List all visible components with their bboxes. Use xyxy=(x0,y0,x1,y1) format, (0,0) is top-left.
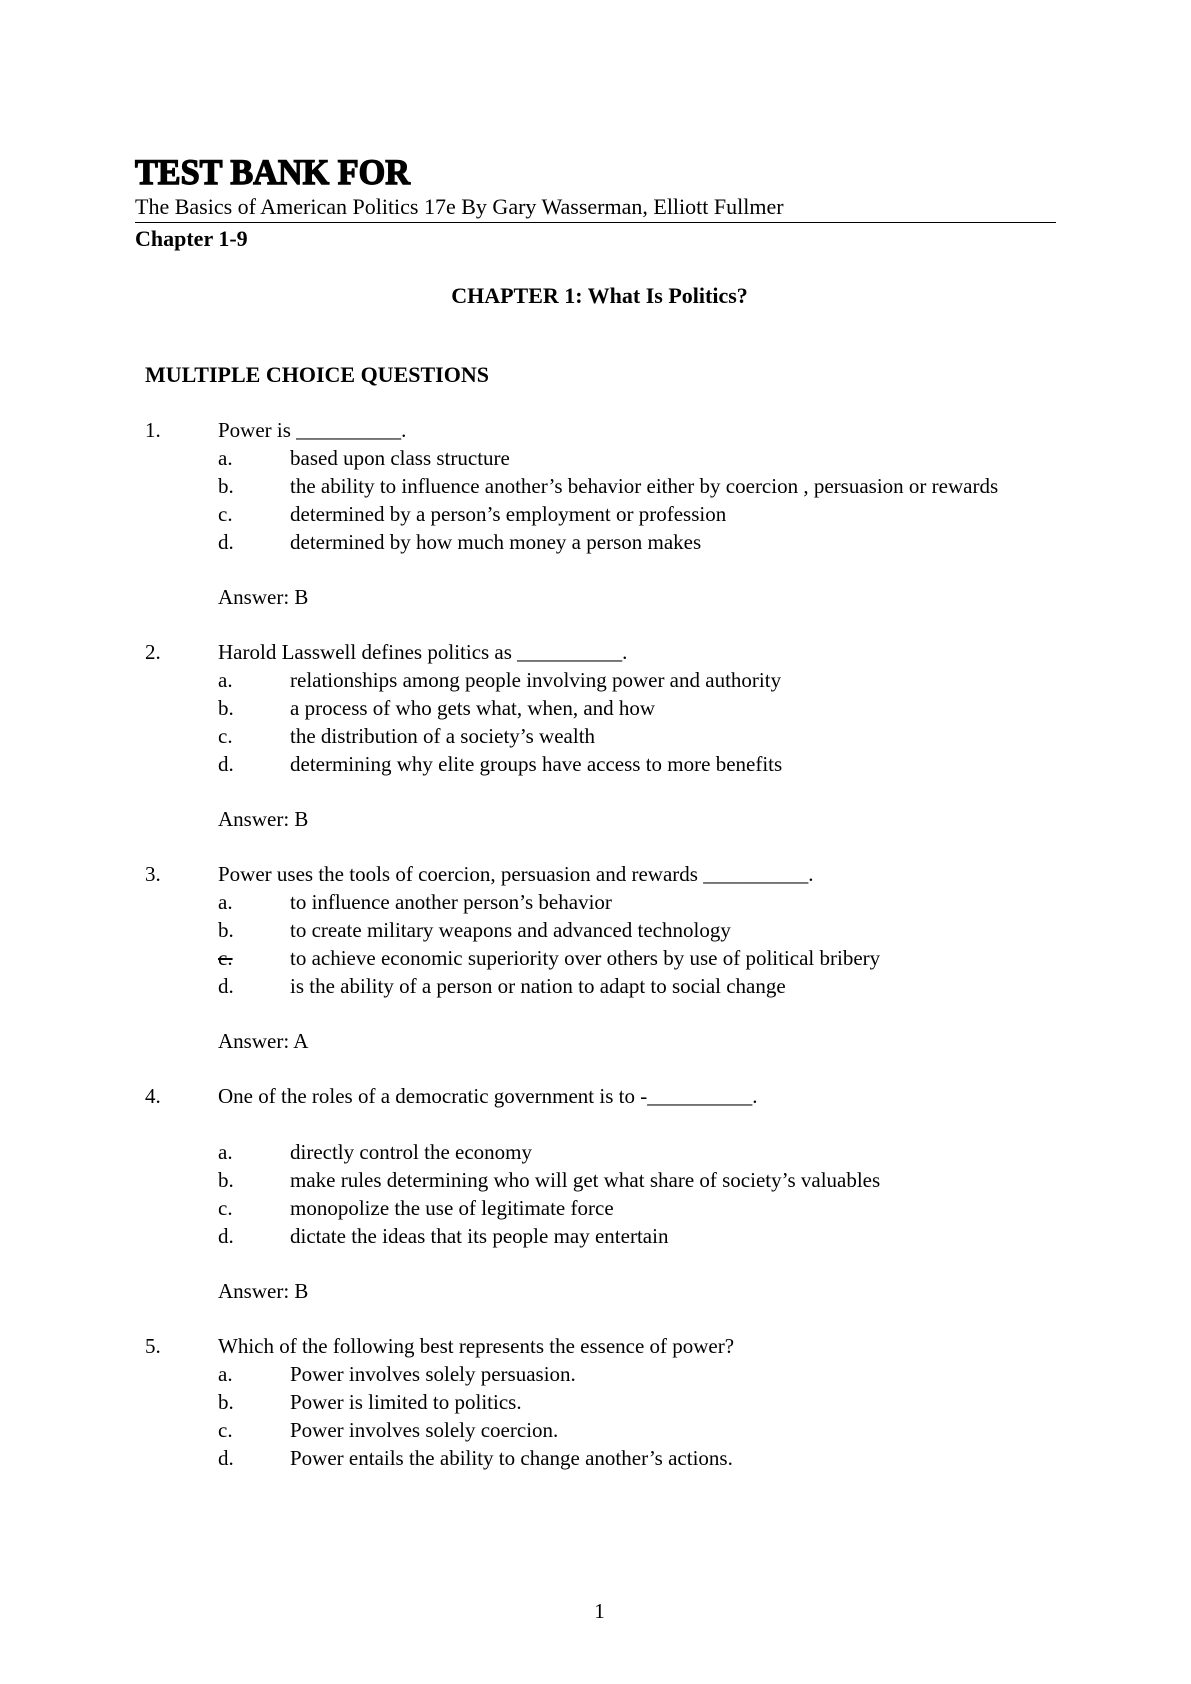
question xyxy=(145,416,1045,611)
chapter-heading: CHAPTER 1: What Is Politics? xyxy=(451,283,748,308)
choice-text: relationships among people involving power and authority xyxy=(290,668,782,692)
section-heading: MULTIPLE CHOICE QUESTIONS xyxy=(145,362,489,387)
choice xyxy=(145,666,1045,694)
choice-letter: d. xyxy=(218,974,234,998)
choice xyxy=(145,722,1045,750)
choice-text: the distribution of a society’s wealth xyxy=(290,724,596,748)
choice-letter: a. xyxy=(218,1362,233,1386)
choice-letter: a. xyxy=(218,446,233,470)
choice xyxy=(145,1166,1045,1194)
choice xyxy=(145,500,1045,528)
choice-letter: b. xyxy=(218,474,234,498)
choice xyxy=(145,1444,1045,1472)
choice-letter: c. xyxy=(218,1418,233,1442)
choice xyxy=(145,1222,1045,1250)
blank-line xyxy=(145,1110,1045,1138)
question xyxy=(145,1332,1045,1472)
choice xyxy=(145,1194,1045,1222)
choice-text: dictate the ideas that its people may entertain xyxy=(290,1224,669,1248)
choice-text: to achieve economic superiority over others by use of political bribery xyxy=(290,946,881,970)
choice-text: to create military weapons and advanced technology xyxy=(290,918,731,942)
question-number: 3. xyxy=(145,862,161,886)
choice-letter: a. xyxy=(218,1140,233,1164)
choice xyxy=(145,750,1045,778)
question-text: Harold Lasswell defines politics as __________. xyxy=(218,640,628,664)
question-number: 2. xyxy=(145,640,161,664)
choice-text: based upon class structure xyxy=(290,446,510,470)
choice-text: make rules determining who will get what share of society’s valuables xyxy=(290,1168,881,1192)
choice xyxy=(145,1416,1045,1444)
choice-text: a process of who gets what, when, and how xyxy=(290,696,656,720)
question-text: One of the roles of a democratic government is to -__________. xyxy=(218,1084,758,1108)
document-header xyxy=(135,152,1056,253)
choice-text: determined by a person’s employment or profession xyxy=(290,502,727,526)
choice-letter: c. xyxy=(218,1196,233,1220)
choice-text: directly control the economy xyxy=(290,1140,533,1164)
chapter-range: Chapter 1-9 xyxy=(135,226,248,251)
answer-key: Answer: A xyxy=(218,1029,309,1053)
choice xyxy=(145,888,1045,916)
choice xyxy=(145,972,1045,1000)
choice-letter: c. xyxy=(218,724,233,748)
choice xyxy=(145,444,1045,472)
question xyxy=(145,860,1045,1055)
choice-text: monopolize the use of legitimate force xyxy=(290,1196,614,1220)
choice-text: Power involves solely persuasion. xyxy=(290,1362,576,1386)
choice-letter: c. xyxy=(218,946,233,970)
choice-letter: d. xyxy=(218,1446,234,1470)
question-number: 5. xyxy=(145,1334,161,1358)
question-text: Which of the following best represents the essence of power? xyxy=(218,1334,735,1358)
question-number: 4. xyxy=(145,1084,161,1108)
choice xyxy=(145,1360,1045,1388)
book-subtitle: The Basics of American Politics 17e By Gary Wasserman, Elliott Fullmer xyxy=(135,194,1056,223)
choice xyxy=(145,528,1045,556)
choice-letter: a. xyxy=(218,668,233,692)
choice-text: determining why elite groups have access to more benefits xyxy=(290,752,783,776)
question-text: Power uses the tools of coercion, persuasion and rewards __________. xyxy=(218,862,814,886)
choice-letter: b. xyxy=(218,1168,234,1192)
page-number: 1 xyxy=(594,1599,605,1623)
answer-key: Answer: B xyxy=(218,1279,309,1303)
answer-key: Answer: B xyxy=(218,585,309,609)
choice-text: Power is limited to politics. xyxy=(290,1390,522,1414)
choice-text: determined by how much money a person makes xyxy=(290,530,702,554)
question-text: Power is __________. xyxy=(218,418,407,442)
choice xyxy=(145,1138,1045,1166)
choice xyxy=(145,694,1045,722)
choice xyxy=(145,916,1045,944)
question xyxy=(145,638,1045,833)
choice-letter: d. xyxy=(218,752,234,776)
choice-letter: b. xyxy=(218,696,234,720)
choice xyxy=(145,1388,1045,1416)
question-list xyxy=(145,416,1045,1499)
choice-text: to influence another person’s behavior xyxy=(290,890,612,914)
choice xyxy=(145,472,1045,500)
answer-key: Answer: B xyxy=(218,807,309,831)
choice-text: is the ability of a person or nation to adapt to social change xyxy=(290,974,786,998)
choice-letter: d. xyxy=(218,1224,234,1248)
choice-text: Power involves solely coercion. xyxy=(290,1418,559,1442)
choice-text: the ability to influence another’s behavior either by coercion , persuasion or rewards xyxy=(290,474,999,498)
choice-letter: b. xyxy=(218,1390,234,1414)
choice-letter: d. xyxy=(218,530,234,554)
choice xyxy=(145,944,1045,972)
question-number: 1. xyxy=(145,418,161,442)
question xyxy=(145,1082,1045,1305)
choice-letter: c. xyxy=(218,502,233,526)
choice-letter: a. xyxy=(218,890,233,914)
choice-letter: b. xyxy=(218,918,234,942)
choice-text: Power entails the ability to change another’s actions. xyxy=(290,1446,733,1470)
test-bank-title: TEST BANK FOR xyxy=(135,152,410,192)
